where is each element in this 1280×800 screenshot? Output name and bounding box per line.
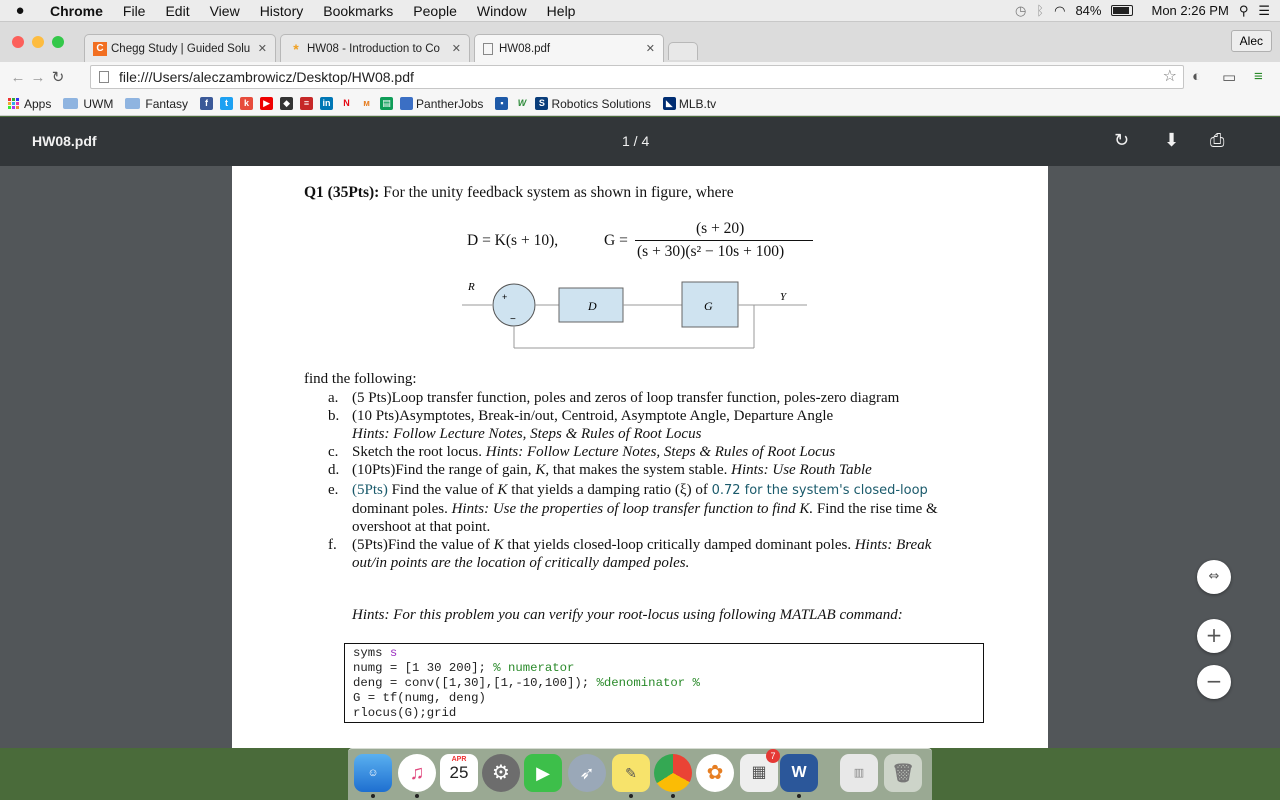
item-e-line2 <box>328 500 988 518</box>
bookmark-favicon-icon: S <box>535 97 548 110</box>
bookmark-favicon-icon: k <box>240 97 253 110</box>
item-text: overshoot at that point. <box>352 519 491 535</box>
finder-icon[interactable]: ☺ <box>354 754 392 792</box>
bookmark-facebook[interactable] <box>200 97 216 110</box>
apple-menu-icon[interactable]: ● <box>15 2 25 19</box>
sheets-icon: ▤ <box>380 97 393 110</box>
item-variable: K <box>497 482 508 498</box>
item-text: that yields closed-loop critically damped dominant poles. <box>503 537 855 553</box>
item-f-hint <box>328 554 988 572</box>
question-text: For the unity feedback system as shown in figure, where <box>379 184 734 201</box>
calendar-month: APR <box>451 756 467 763</box>
code-comment: % numerator <box>493 661 575 675</box>
item-variable: K, <box>535 462 550 478</box>
item-c <box>328 443 988 461</box>
spotlight-search-icon[interactable]: ⚲ <box>1238 2 1249 18</box>
item-text: dominant poles. <box>352 501 452 517</box>
bookmark-apps[interactable] <box>8 97 51 111</box>
page-info-icon[interactable] <box>99 71 109 83</box>
tab-chegg[interactable] <box>84 34 276 62</box>
tab-close-icon[interactable]: ✕ <box>451 43 461 55</box>
time-machine-icon[interactable]: ◷ <box>1014 2 1027 18</box>
close-window-button[interactable] <box>12 36 24 48</box>
facetime-icon[interactable]: ▶ <box>524 754 562 792</box>
trash-icon[interactable]: 🗑 <box>884 754 922 792</box>
print-icon[interactable]: ⎙ <box>1210 130 1225 150</box>
bookmark-youtube[interactable] <box>260 97 276 110</box>
notification-badge: 7 <box>766 749 780 763</box>
item-text: Find the rise time & <box>813 501 938 517</box>
browser-toolbar <box>0 62 1280 92</box>
block-diagram <box>462 278 812 353</box>
zoom-in-button[interactable]: + <box>1197 619 1231 653</box>
code-text: syms <box>353 646 390 660</box>
chrome-icon[interactable] <box>654 754 692 792</box>
bookmark-app-1[interactable] <box>240 97 256 110</box>
itunes-icon[interactable]: ♫ <box>398 754 436 792</box>
word-icon[interactable]: W <box>780 754 818 792</box>
bookmark-app-5[interactable] <box>495 97 511 110</box>
running-indicator <box>371 794 375 798</box>
item-text: Find the value of <box>387 482 498 498</box>
item-a <box>328 389 988 407</box>
matlab-code-box <box>344 643 984 723</box>
youtube-icon: ▶ <box>260 97 273 110</box>
item-letter: f. <box>328 537 337 553</box>
launchpad-icon[interactable]: ➶ <box>568 754 606 792</box>
code-text: numg = [1 30 200]; <box>353 661 494 675</box>
item-letter: e. <box>328 482 339 498</box>
item-letter: b. <box>328 408 340 424</box>
photos-icon[interactable]: ✿ <box>696 754 734 792</box>
code-keyword: s <box>389 646 398 660</box>
bookmark-label: PantherJobs <box>416 96 484 111</box>
bookmark-app-6[interactable] <box>515 97 531 110</box>
diagram-y-label: Y <box>780 291 787 303</box>
clock[interactable]: Mon 2:26 PM <box>1151 3 1229 18</box>
netflix-icon: N <box>343 98 350 108</box>
pdf-toolbar <box>0 117 1280 166</box>
running-indicator <box>415 794 419 798</box>
menu-people[interactable]: People <box>413 2 457 19</box>
calendar-icon[interactable] <box>440 754 478 792</box>
bookmark-app-4[interactable] <box>360 97 376 110</box>
stickies-icon[interactable]: ✎ <box>612 754 650 792</box>
bookmark-app-2[interactable] <box>280 97 296 110</box>
menu-bookmarks[interactable]: Bookmarks <box>323 2 394 19</box>
code-line <box>353 661 975 676</box>
tab-label: HW08 - Introduction to Co <box>307 42 440 55</box>
item-text: Sketch the root locus. <box>352 444 486 460</box>
bookmark-favicon-icon <box>400 97 413 110</box>
fit-page-button[interactable]: ⇔ <box>1197 560 1231 594</box>
running-indicator <box>629 794 633 798</box>
address-bar[interactable] <box>90 65 1184 89</box>
documents-stack-icon[interactable]: ▥ <box>840 754 878 792</box>
bookmark-robotics[interactable] <box>535 97 650 111</box>
facebook-icon: f <box>200 97 213 110</box>
bookmarks-bar <box>0 92 1280 116</box>
item-e <box>328 481 988 500</box>
block-g-label: G <box>704 299 713 313</box>
bookmark-fantasy[interactable] <box>125 97 188 111</box>
bookmark-label: Robotics Solutions <box>551 96 651 111</box>
question-label: Q1 (35Pts): <box>304 184 380 201</box>
bookmark-app-3[interactable] <box>300 97 316 110</box>
bookmark-twitter[interactable] <box>220 97 236 110</box>
pdf-title: HW08.pdf <box>32 133 97 149</box>
menu-chrome[interactable]: Chrome <box>50 2 103 19</box>
bookmark-favicon-icon: ᴍ <box>363 98 370 108</box>
apps-grid-icon <box>8 98 19 109</box>
twitter-icon: t <box>220 97 233 110</box>
code-line <box>353 676 975 691</box>
item-d <box>328 461 988 479</box>
tab-hw08-intro[interactable] <box>280 34 470 62</box>
equation-g-lhs: G = <box>604 232 628 249</box>
menu-view[interactable]: View <box>209 2 240 19</box>
zoom-window-button[interactable] <box>52 36 64 48</box>
item-text: (5Pts)Find the value of <box>352 537 494 553</box>
bookmark-label: UWM <box>83 96 114 111</box>
item-text: that yields a damping ratio (ξ) of <box>507 482 712 498</box>
code-comment: %denominator % <box>596 676 700 690</box>
fraction-bar <box>635 240 813 241</box>
item-hint: Hints: Break <box>854 537 932 553</box>
page-indicator[interactable]: 1 / 4 <box>622 133 650 149</box>
item-points: (5Pts) <box>352 482 388 498</box>
equation-g-numerator: (s + 20) <box>696 220 745 237</box>
download-icon[interactable]: ⬇ <box>1164 130 1180 150</box>
minimize-window-button[interactable] <box>32 36 44 48</box>
item-text: (10Pts)Find the range of gain, <box>352 462 536 478</box>
new-tab-button[interactable] <box>668 42 698 60</box>
wifi-icon[interactable]: ◠ <box>1054 2 1066 18</box>
find-following: find the following: <box>304 371 417 387</box>
block-d-label: D <box>588 299 597 313</box>
code-line <box>353 646 975 661</box>
bookmark-favicon-icon: ≡ <box>300 97 313 110</box>
app-store-icon[interactable]: ▦ <box>740 754 778 792</box>
item-text-teal: 0.72 for the system's closed-loop <box>711 483 928 498</box>
reload-icon[interactable]: ↻ <box>51 69 65 86</box>
chegg-favicon-icon: C <box>93 42 107 56</box>
notification-center-icon[interactable]: ☰ <box>1258 2 1270 18</box>
item-hint: Hints: Use the properties of loop transfer function to find K. <box>451 501 814 517</box>
item-e-line3 <box>328 518 988 536</box>
menu-file[interactable]: File <box>122 2 146 19</box>
bookmark-label: MLB.tv <box>678 96 717 111</box>
system-preferences-icon[interactable]: ⚙ <box>482 754 520 792</box>
menu-edit[interactable]: Edit <box>165 2 190 19</box>
back-arrow-icon[interactable]: ← <box>10 68 26 86</box>
bluetooth-icon[interactable]: ᛒ <box>1036 3 1045 18</box>
code-line: G = tf(numg, deng) <box>353 691 486 705</box>
bookmark-sheets[interactable] <box>380 97 396 110</box>
menu-help[interactable]: Help <box>546 2 576 19</box>
forward-arrow-icon[interactable]: → <box>30 68 46 86</box>
item-letter: c. <box>328 444 339 460</box>
tab-close-icon[interactable]: ✕ <box>645 43 655 55</box>
bookmark-mlb[interactable] <box>663 97 716 111</box>
item-b <box>328 407 988 425</box>
calendar-day: 25 <box>449 763 469 782</box>
bookmark-favicon-icon: W <box>517 98 527 108</box>
rotate-icon[interactable]: ↻ <box>1114 130 1130 150</box>
document-favicon-icon <box>483 43 493 55</box>
tab-label: Chegg Study | Guided Solu <box>111 42 251 55</box>
item-letter: d. <box>328 462 340 478</box>
folder-icon <box>125 98 140 109</box>
linkedin-icon: in <box>320 97 333 110</box>
bookmark-favicon-icon: ▪ <box>495 97 508 110</box>
running-indicator <box>797 794 801 798</box>
plus-sign: + <box>502 292 508 302</box>
item-hint: Hints: Use Routh Table <box>731 462 872 478</box>
tab-close-icon[interactable]: ✕ <box>257 43 267 55</box>
item-hint: Hints: Follow Lecture Notes, Steps & Rules of Root Locus <box>352 426 702 442</box>
chrome-menu-icon[interactable]: ≡ <box>1254 68 1263 85</box>
extension-icon[interactable]: ◐ <box>1192 68 1202 85</box>
url-text: file:///Users/aleczambrowicz/Desktop/HW08.pdf <box>119 69 414 85</box>
item-text: (10 Pts)Asymptotes, Break-in/out, Centroid, Asymptote Angle, Departure Angle <box>352 408 834 424</box>
d2l-favicon-icon: * <box>293 40 299 57</box>
item-letter: a. <box>328 390 339 406</box>
item-hint: Hints: Follow Lecture Notes, Steps & Rules of Root Locus <box>485 444 836 460</box>
equation-d: D = K(s + 10), <box>467 232 559 249</box>
code-line: rlocus(G);grid <box>353 706 457 720</box>
bookmark-label: Apps <box>24 96 52 111</box>
folder-icon <box>63 98 78 109</box>
item-text: that makes the system stable. <box>549 462 732 478</box>
item-hint: out/in points are the location of critically damped poles. <box>352 555 690 571</box>
diagram-r-label: R <box>468 281 475 293</box>
item-f <box>328 536 988 554</box>
item-b-hint <box>328 425 988 443</box>
tab-strip <box>0 22 1280 62</box>
bookmark-favicon-icon: ◆ <box>280 97 293 110</box>
item-variable: K <box>493 537 504 553</box>
bookmark-pantherjobs[interactable] <box>400 97 483 111</box>
question-items <box>328 389 988 572</box>
bookmark-star-icon[interactable]: ☆ <box>1162 68 1177 85</box>
matlab-hint: Hints: For this problem you can verify your root-locus using following MATLAB command: <box>352 607 903 623</box>
tab-label: HW08.pdf <box>499 42 551 55</box>
mlb-icon: ◣ <box>663 97 676 110</box>
zoom-out-button[interactable]: − <box>1197 665 1231 699</box>
running-indicator <box>671 794 675 798</box>
minus-sign: − <box>510 314 516 325</box>
item-text: (5 Pts)Loop transfer function, poles and zeros of loop transfer function, poles-zero diagram <box>352 390 900 406</box>
pdf-page <box>232 166 1048 748</box>
tab-hw08-pdf[interactable] <box>474 34 664 62</box>
dock <box>348 748 932 800</box>
bookmark-linkedin[interactable] <box>320 97 336 110</box>
bookmark-label: Fantasy <box>145 96 189 111</box>
menu-bar <box>0 0 1280 22</box>
equation-g-denominator: (s + 30)(s² − 10s + 100) <box>637 243 785 260</box>
menu-window[interactable]: Window <box>476 2 527 19</box>
pdf-viewer[interactable] <box>0 166 1280 748</box>
question-heading <box>304 184 734 202</box>
code-text: deng = conv([1,30],[1,-10,100]); <box>353 676 597 690</box>
cast-icon[interactable]: ▭ <box>1222 69 1237 86</box>
battery-percent[interactable]: 84% <box>1075 3 1102 18</box>
profile-button[interactable]: Alec <box>1231 30 1272 52</box>
bookmark-netflix[interactable] <box>340 97 356 110</box>
battery-icon[interactable] <box>1111 5 1133 16</box>
bookmark-uwm[interactable] <box>63 97 113 111</box>
menu-history[interactable]: History <box>259 2 304 19</box>
